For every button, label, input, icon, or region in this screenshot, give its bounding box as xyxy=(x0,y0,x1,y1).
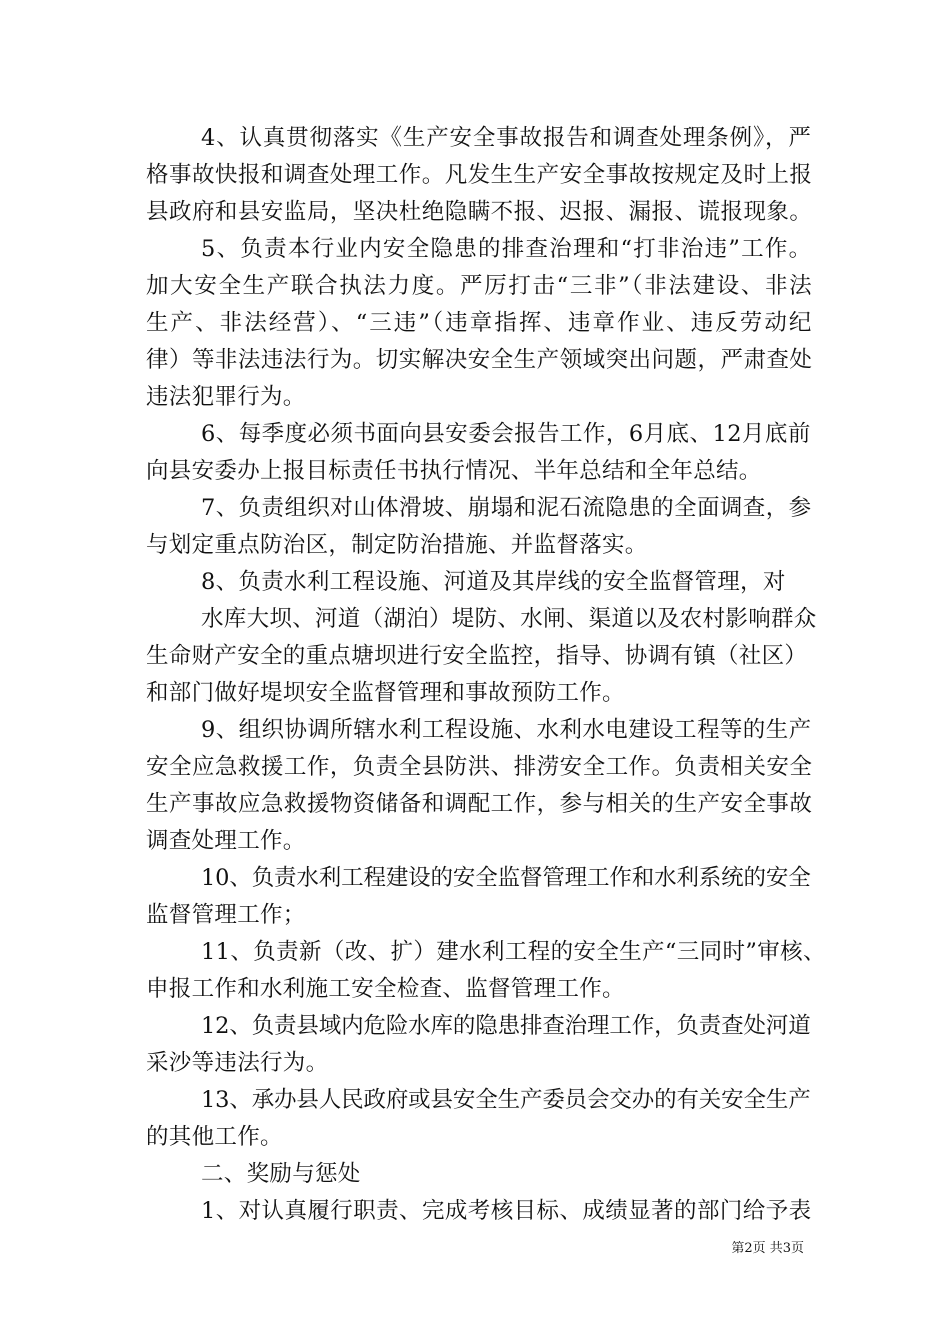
paragraph-line: 11、负责新（改、扩）建水利工程的安全生产“三同时”审核、 xyxy=(201,939,826,965)
paragraph-line: 4、认真贯彻落实《生产安全事故报告和调查处理条例》，严 xyxy=(201,125,812,151)
paragraph-line: 向县安委办上报目标责任书执行情况、半年总结和全年总结。 xyxy=(146,458,762,484)
paragraph-line: 10、负责水利工程建设的安全监督管理工作和水利系统的安全 xyxy=(201,865,811,891)
paragraph-line: 7、负责组织对山体滑坡、崩塌和泥石流隐患的全面调查，参 xyxy=(201,495,812,521)
paragraph-line: 水库大坝、河道（湖泊）堤防、水闸、渠道以及农村影响群众 xyxy=(201,606,817,632)
paragraph-line: 6、每季度必须书面向县安委会报告工作，6月底、12月底前 xyxy=(201,421,811,447)
paragraph-line: 与划定重点防治区，制定防治措施、并监督落实。 xyxy=(146,532,648,558)
paragraph-line: 县政府和县安监局，坚决杜绝隐瞒不报、迟报、漏报、谎报现象。 xyxy=(146,199,813,225)
paragraph-line: 13、承办县人民政府或县安全生产委员会交办的有关安全生产 xyxy=(201,1087,811,1113)
paragraph-line: 12、负责县域内危险水库的隐患排查治理工作，负责查处河道 xyxy=(201,1013,811,1039)
paragraph-line: 加大安全生产联合执法力度。严厉打击“三非”（非法建设、非法 xyxy=(146,273,814,299)
paragraph-line: 生产、非法经营）、“三违”（违章指挥、违章作业、违反劳动纪 xyxy=(146,310,814,336)
paragraph-line: 调查处理工作。 xyxy=(146,828,306,854)
paragraph-line: 和部门做好堤坝安全监督管理和事故预防工作。 xyxy=(146,680,625,706)
paragraph-line: 安全应急救援工作，负责全县防洪、排涝安全工作。负责相关安全 xyxy=(146,754,813,780)
paragraph-line: 违法犯罪行为。 xyxy=(146,384,306,410)
paragraph-line: 申报工作和水利施工安全检查、监督管理工作。 xyxy=(146,976,625,1002)
paragraph-line: 生命财产安全的重点塘坝进行安全监控，指导、协调有镇（社区） xyxy=(146,643,808,669)
paragraph-line: 律）等非法违法行为。切实解决安全生产领域突出问题，严肃查处 xyxy=(146,347,813,373)
paragraph-line: 的其他工作。 xyxy=(146,1124,283,1150)
paragraph-line: 9、组织协调所辖水利工程设施、水利水电建设工程等的生产 xyxy=(201,717,812,743)
paragraph-line: 1、对认真履行职责、完成考核目标、成绩显著的部门给予表 xyxy=(201,1198,812,1224)
paragraph-line: 监督管理工作； xyxy=(146,902,306,928)
page-number-footer: 第2页 共3页 xyxy=(731,1241,804,1256)
section-heading: 二、奖励与惩处 xyxy=(201,1161,361,1187)
paragraph-line: 采沙等违法行为。 xyxy=(146,1050,329,1076)
paragraph-line: 8、负责水利工程设施、河道及其岸线的安全监督管理，对 xyxy=(201,569,786,595)
paragraph-line: 生产事故应急救援物资储备和调配工作，参与相关的生产安全事故 xyxy=(146,791,813,817)
paragraph-line: 5、负责本行业内安全隐患的排查治理和“打非治违”工作。 xyxy=(201,236,813,262)
paragraph-line: 格事故快报和调查处理工作。凡发生生产安全事故按规定及时上报 xyxy=(146,162,813,188)
